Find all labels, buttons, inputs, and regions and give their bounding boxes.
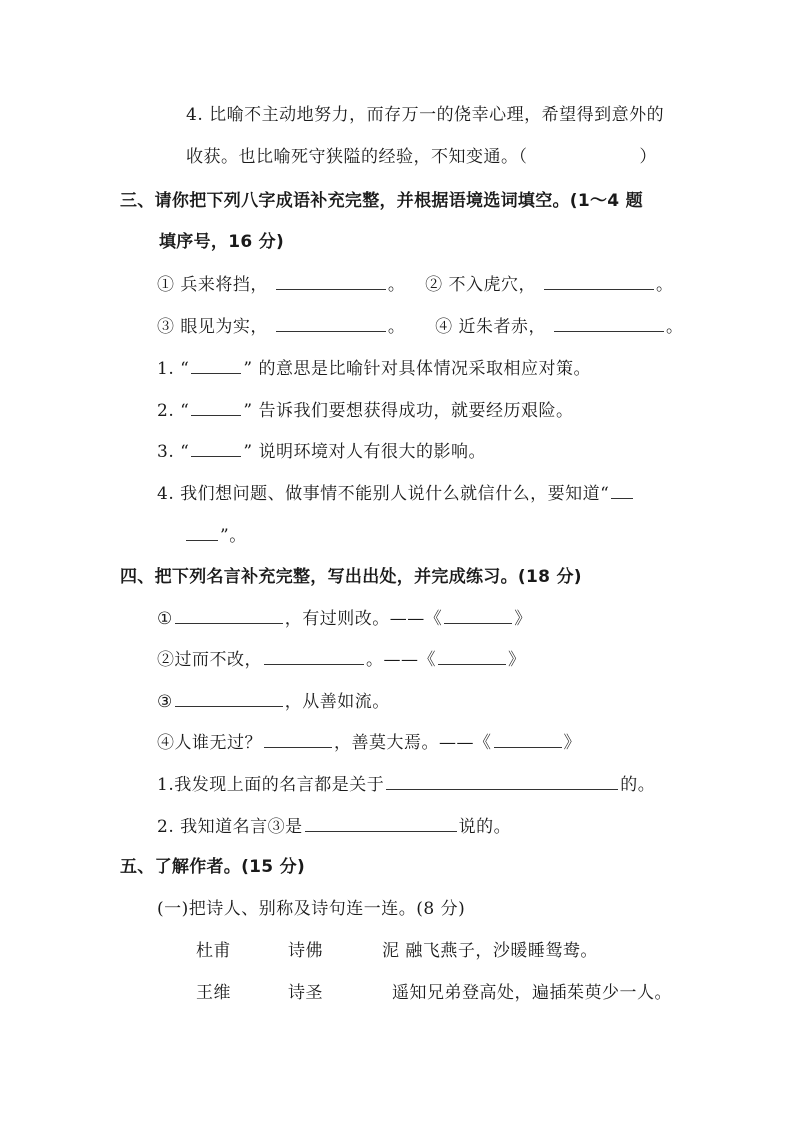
section-4-title: 四、把下列名言补充完整，写出出处，并完成练习。(18 分) [120,567,582,587]
idiom-number: ① [157,275,175,295]
quote-number: ② [157,650,175,670]
book-close: 》 [563,733,581,753]
fill-question-4-line1 [157,482,635,505]
idiom-end: 。 [387,275,406,295]
idiom-end: 。 [387,317,406,337]
book-close: 》 [514,609,532,629]
open-quote: “ [180,359,190,379]
quote-text: ，善莫大焉。——《 [334,733,492,753]
answer-blank[interactable] [191,399,241,416]
practice-text: 2. 我知道名言③是 [157,817,303,837]
idiom-end: 。 [655,275,674,295]
question-4-definition-line2 [186,146,657,168]
answer-blank[interactable] [186,524,218,541]
practice-1 [157,773,655,796]
practice-text: 1.我发现上面的名言都是关于 [157,775,385,795]
practice-blank[interactable] [386,773,618,790]
practice-2 [157,815,511,838]
quote-number: ③ [157,692,173,712]
idiom-blank[interactable] [554,315,664,332]
poet-alias[interactable]: 诗佛 [288,941,323,961]
quote-row-2 [157,648,526,671]
question-text: 4. 我们想问题、做事情不能别人说什么就信什么，要知道“ [157,484,610,504]
quote-number: ④ [157,733,175,753]
idiom-row-2 [157,315,683,338]
section-5-title: 五、了解作者。(15 分) [120,857,306,877]
question-4-text: 收获。也比喻死守狭隘的经验，不知变通。（ [186,147,528,167]
question-text: 告诉我们要想获得成功，就要经历艰险。 [258,401,574,421]
close-quote: ” [243,442,253,462]
question-number: 3. [157,442,175,462]
quote-text: 。——《 [366,650,436,670]
answer-blank[interactable] [191,440,241,457]
practice-end: 的。 [620,775,656,795]
book-close: 》 [508,650,526,670]
section-3-title-line2: 填序号，16 分) [159,232,285,252]
quote-row-3 [157,690,390,713]
idiom-blank[interactable] [276,315,386,332]
source-blank[interactable] [494,731,562,748]
quote-blank[interactable] [264,731,332,748]
idiom-text: 眼见为实， [180,317,268,337]
practice-blank[interactable] [305,815,457,832]
fill-question-1 [157,357,591,380]
quote-text: ，有过则改。——《 [284,609,443,629]
answer-blank[interactable] [191,357,241,374]
close-quote: ” [243,401,253,421]
quote-text: 人谁无过？ [174,733,262,753]
fill-question-4-line2 [184,524,247,547]
idiom-blank[interactable] [544,273,654,290]
quote-blank[interactable] [264,648,364,665]
quote-row-1 [157,607,532,630]
poet-name[interactable]: 王维 [196,983,231,1003]
poem-verse[interactable]: 遥知兄弟登高处，遍插茱萸少一人。 [392,983,672,1003]
idiom-row-1 [157,273,673,296]
poem-verse[interactable]: 泥 融飞燕子，沙暖睡鸳鸯。 [382,941,598,961]
idiom-end: 。 [665,317,684,337]
source-blank[interactable] [444,607,512,624]
answer-paren-close: ） [639,147,657,167]
question-text: 的意思是比喻针对具体情况采取相应对策。 [258,359,591,379]
open-quote: “ [180,442,190,462]
idiom-blank[interactable] [276,273,386,290]
idiom-number: ③ [157,317,175,337]
quote-blank[interactable] [175,607,283,624]
quote-blank[interactable] [175,690,283,707]
close-quote: ”。 [220,526,247,546]
idiom-text: 不入虎穴， [448,275,537,295]
section-5-subtitle: (一)把诗人、别称及诗句连一连。(8 分) [157,899,466,919]
quote-text: ，从善如流。 [284,692,390,712]
poet-name[interactable]: 杜甫 [196,941,231,961]
open-quote: “ [180,401,190,421]
idiom-text: 兵来将挡， [180,275,268,295]
idiom-number: ② [425,275,443,295]
source-blank[interactable] [438,648,506,665]
question-number: 1. [157,359,175,379]
section-3-title-line1: 三、请你把下列八字成语补充完整，并根据语境选词填空。(1～4 题 [120,191,643,211]
close-quote: ” [243,359,253,379]
idiom-text: 近朱者赤， [458,317,547,337]
fill-question-3 [157,440,486,463]
question-number: 2. [157,401,175,421]
quote-text: 过而不改， [174,650,262,670]
quote-row-4 [157,731,581,754]
poet-alias[interactable]: 诗圣 [288,983,323,1003]
question-4-definition-line1: 4. 比喻不主动地努力，而存万一的侥幸心理，希望得到意外的 [186,105,665,125]
fill-question-2 [157,399,573,422]
practice-end: 说的。 [458,817,512,837]
question-text: 说明环境对人有很大的影响。 [258,442,486,462]
answer-blank[interactable] [611,482,633,499]
quote-number: ① [157,609,173,629]
idiom-number: ④ [435,317,453,337]
